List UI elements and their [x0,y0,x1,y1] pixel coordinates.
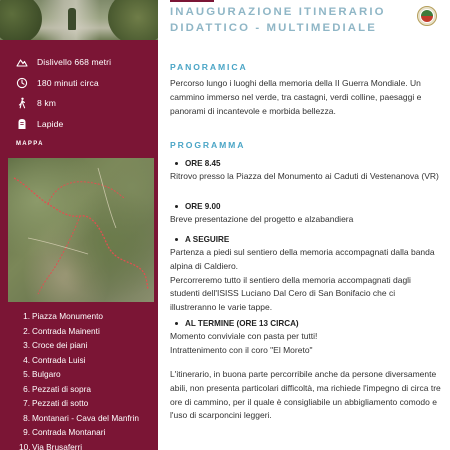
trail-route [8,158,154,302]
sidebar [0,0,158,450]
main-content [170,0,442,450]
program-time: ORE 9.00 [185,202,221,211]
stop-item: 2. Contrada Mainenti [23,325,100,336]
title-accent-line [170,0,214,2]
fact-landmark [16,114,111,134]
elevation-icon [16,56,28,68]
program-desc: Partenza a piedi sul sentiero della memoria accompagnati dalla banda alpina di Caldiero. Percorreremo tutto il sentiero della memoria accompagnati dagli studenti dell'ISISS Luciano Dal Cero di San Bonifacio che ci illustreranno le varie tappe. [170,247,435,313]
program-desc: Ritrovo presso la Piazza del Monumento ai Caduti di Vestenanova (VR) [170,171,439,181]
fact-distance-text: 8 km [37,98,57,108]
bullet-icon [175,322,178,325]
stop-item: 9. Contrada Montanari [23,427,106,438]
closing-text: L'itinerario, in buona parte percorribile anche da persone diversamente abili, non presenta particolari difficoltà, ma richiede l'impegno di circa tre ore di cammino, per il quale è consigliabile un abbigliamento comodo e l'uso di scarponcini leggeri. [170,369,441,421]
bullet-icon [175,205,178,208]
panoramica-text: Percorso lungo i luoghi della memoria della II Guerra Mondiale. Un cammino immerso nel verde, tra castagni, verdi colline, paesaggi e panorami di incantevole e morbida bellezza. [170,78,422,116]
stop-item: 10. Via Brusaferri [19,441,83,450]
bullet-icon [175,162,178,165]
page-title: INAUGURAZIONE ITINERARIO DIDATTICO - MULTIMEDIALE [170,6,386,34]
program-time: A SEGUIRE [185,235,230,244]
program-item [170,233,442,315]
panoramica-heading: PANORAMICA [170,62,248,72]
stops-list [19,309,139,450]
program-time: AL TERMINE (ORE 13 CIRCA) [185,319,299,328]
program-time: ORE 8.45 [185,159,221,168]
stop-item: 7. Pezzati di sotto [23,398,89,409]
fact-elevation-text: Dislivello 668 metri [37,57,112,67]
bullet-icon [175,238,178,241]
stop-item: 3. Croce dei piani [23,340,88,351]
map-title: MAPPA [16,141,44,147]
program-desc: Momento conviviale con pasta per tutti! Intrattenimento con il coro "El Moreto" [170,331,318,355]
fact-elevation [16,52,111,72]
fact-duration-text: 180 minuti circa [37,77,99,88]
plaque-icon [16,118,28,130]
stop-item: 6. Pezzati di sopra [23,383,92,394]
municipal-crest-icon [417,6,437,26]
programma-heading: PROGRAMMA [170,140,246,150]
program-desc: Breve presentazione del progetto e alzabandiera [170,214,354,224]
stop-item: 4. Contrada Luisi [23,354,86,365]
fact-duration [16,73,111,93]
stop-item: 1. Piazza Monumento [23,311,104,322]
program-item [170,200,442,227]
trail-facts [16,52,111,134]
fact-landmark-text: Lapide [37,118,64,129]
trail-photo [0,0,158,40]
fact-distance [16,93,111,113]
walking-icon [16,97,28,109]
program-item [170,157,442,184]
clock-icon [16,77,28,89]
program-item [170,317,442,358]
trail-map[interactable] [8,158,154,302]
stop-item: 8. Montanari - Cava del Manfrin [23,412,139,423]
stop-item: 5. Bulgaro [23,369,61,380]
